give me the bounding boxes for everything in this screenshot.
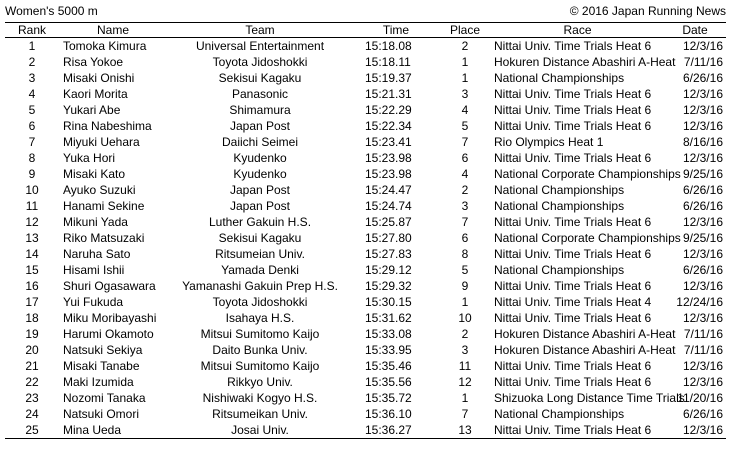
place-cell: 13 — [439, 422, 491, 439]
place-cell: 7 — [461, 407, 469, 421]
team-cell: Toyota Jidoshokki — [212, 55, 308, 69]
rank-cell: 1 — [28, 39, 36, 53]
team-cell: Toyota Jidoshokki — [212, 295, 308, 309]
time-cell: 15:19.37 — [365, 71, 412, 85]
rank-cell: 13 — [25, 231, 39, 245]
athlete-name-cell: Ayuko Suzuki — [63, 183, 136, 197]
team-cell: Panasonic — [231, 87, 289, 101]
place-cell: 12 — [458, 375, 472, 389]
time-cell: 15:22.29 — [365, 103, 412, 117]
rank-cell: 7 — [28, 135, 36, 149]
race-cell: Nittai Univ. Time Trials Heat 6 — [494, 151, 652, 165]
rank-cell: 2 — [28, 55, 36, 69]
team-cell: Japan Post — [229, 199, 291, 213]
date-cell: 12/3/16 — [682, 87, 723, 101]
place-cell: 3 — [461, 87, 469, 101]
team-cell: Japan Post — [229, 183, 291, 197]
race-cell: Nittai Univ. Time Trials Heat 6 — [494, 247, 652, 261]
time-cell: 15:18.08 — [365, 39, 412, 53]
table-row — [5, 182, 726, 198]
team-cell: Mitsui Sumitomo Kaijo — [200, 327, 320, 341]
date-cell: 12/3/16 — [682, 215, 723, 229]
date-cell: 7/11/16 — [683, 55, 723, 69]
race-cell: National Championships — [494, 407, 625, 421]
time-cell: 15:35.72 — [365, 391, 412, 405]
team-cell: Sekisui Kagaku — [218, 71, 302, 85]
team-cell: Josai Univ. — [167, 422, 353, 439]
place-cell: 1 — [461, 55, 469, 69]
place-cell: 11 — [458, 359, 472, 373]
table-row — [5, 390, 726, 406]
place-cell: 6 — [461, 231, 469, 245]
time-cell: 15:24.47 — [365, 183, 412, 197]
rank-cell: 23 — [25, 391, 39, 405]
race-cell: Nittai Univ. Time Trials Heat 6 — [494, 215, 652, 229]
time-cell: 15:33.08 — [365, 327, 412, 341]
rank-cell: 8 — [28, 151, 36, 165]
athlete-name-cell: Risa Yokoe — [63, 55, 124, 69]
date-cell: 12/3/16 — [682, 375, 723, 389]
team-cell: Ritsumeian Univ. — [215, 247, 305, 261]
table-row — [5, 294, 726, 310]
athlete-name-cell: Harumi Okamoto — [63, 327, 154, 341]
race-cell: National Championships — [494, 183, 625, 197]
date-cell: 12/3/16 — [682, 311, 723, 325]
table-row — [5, 342, 726, 358]
team-cell: Ritsumeikan Univ. — [212, 407, 308, 421]
race-cell: National Championships — [494, 71, 625, 85]
race-cell: Nittai Univ. Time Trials Heat 4 — [494, 295, 652, 309]
table-row — [5, 406, 726, 422]
team-cell: Yamada Denki — [221, 263, 299, 277]
table-row — [5, 198, 726, 214]
athlete-name-cell: Miyuki Uehara — [63, 135, 140, 149]
table-row — [5, 70, 726, 86]
place-cell: 1 — [461, 295, 469, 309]
table-row — [5, 246, 726, 262]
rank-cell: 4 — [28, 87, 36, 101]
time-cell: 15:29.12 — [365, 263, 412, 277]
rank-cell: 14 — [25, 247, 39, 261]
date-cell: 12/3/16 — [682, 359, 723, 373]
column-header-team: Team — [167, 23, 353, 38]
athlete-name-cell: Tomoka Kimura — [63, 39, 147, 53]
time-cell: 15:29.32 — [365, 279, 412, 293]
date-cell: 12/24/16 — [676, 295, 723, 309]
copyright-credit: © 2016 Japan Running News — [569, 4, 726, 18]
table-row — [5, 214, 726, 230]
place-cell: 3 — [461, 199, 469, 213]
rank-cell: 25 — [5, 422, 59, 439]
rank-cell: 3 — [28, 71, 36, 85]
athlete-name-cell: Nozomi Tanaka — [63, 391, 146, 405]
date-cell: 6/26/16 — [682, 407, 723, 421]
table-row — [5, 86, 726, 102]
team-cell: Sekisui Kagaku — [218, 231, 302, 245]
date-cell: 7/11/16 — [683, 343, 723, 357]
race-cell: Hokuren Distance Abashiri A-Heat — [494, 55, 676, 69]
race-cell: Nittai Univ. Time Trials Heat 6 — [494, 375, 652, 389]
place-cell: 1 — [461, 71, 469, 85]
place-cell: 4 — [461, 167, 469, 181]
place-cell: 5 — [461, 119, 469, 133]
athlete-name-cell: Hanami Sekine — [63, 199, 145, 213]
team-cell: Yamanashi Gakuin Prep H.S. — [182, 279, 338, 293]
athlete-name-cell: Yukari Abe — [63, 103, 121, 117]
place-cell: 8 — [461, 247, 469, 261]
team-cell: Rikkyo Univ. — [227, 375, 293, 389]
race-cell: Nittai Univ. Time Trials Heat 6 — [494, 39, 652, 53]
place-cell: 1 — [461, 391, 469, 405]
date-cell: 9/25/16 — [682, 231, 723, 245]
race-cell: Nittai Univ. Time Trials Heat 6 — [491, 422, 664, 439]
rank-cell: 15 — [25, 263, 39, 277]
time-cell: 15:27.80 — [365, 231, 412, 245]
time-cell: 15:23.98 — [365, 151, 412, 165]
table-row — [5, 374, 726, 390]
time-cell: 15:27.83 — [365, 247, 412, 261]
table-row — [5, 262, 726, 278]
place-cell: 2 — [461, 39, 469, 53]
place-cell: 5 — [461, 263, 469, 277]
table-row — [5, 310, 726, 326]
athlete-name-cell: Misaki Onishi — [63, 71, 135, 85]
column-header-time: Time — [353, 23, 439, 38]
athlete-name-cell: Misaki Kato — [63, 167, 126, 181]
place-cell: 6 — [461, 151, 469, 165]
page-title: Women's 5000 m — [5, 4, 98, 18]
athlete-name-cell: Miku Moribayashi — [63, 311, 157, 325]
athlete-name-cell: Natsuki Sekiya — [63, 343, 143, 357]
date-cell: 6/26/16 — [682, 71, 723, 85]
team-cell: Daito Bunka Univ. — [212, 343, 308, 357]
race-cell: Nittai Univ. Time Trials Heat 6 — [494, 119, 652, 133]
time-cell: 15:25.87 — [365, 215, 412, 229]
date-cell: 7/11/16 — [683, 327, 723, 341]
date-cell: 12/3/16 — [682, 279, 723, 293]
race-cell: Nittai Univ. Time Trials Heat 6 — [494, 87, 652, 101]
team-cell: Japan Post — [229, 119, 291, 133]
time-cell: 15:18.11 — [365, 55, 411, 69]
race-cell: National Championships — [494, 263, 625, 277]
rank-cell: 5 — [28, 103, 36, 117]
athlete-name-cell: Rina Nabeshima — [63, 119, 152, 133]
time-cell: 15:36.27 — [353, 422, 439, 439]
time-cell: 15:21.31 — [365, 87, 412, 101]
team-cell: Shimamura — [229, 103, 291, 117]
date-cell: 6/26/16 — [682, 183, 723, 197]
table-row — [5, 118, 726, 134]
athlete-name-cell: Yuka Hori — [63, 151, 116, 165]
rank-cell: 6 — [28, 119, 36, 133]
date-cell: 8/16/16 — [682, 135, 723, 149]
team-cell: Isahaya H.S. — [225, 311, 295, 325]
race-cell: National Corporate Championships — [494, 231, 681, 245]
date-cell: 12/3/16 — [682, 151, 723, 165]
time-cell: 15:33.95 — [365, 343, 412, 357]
table-header-row — [5, 23, 726, 38]
rank-cell: 22 — [25, 375, 39, 389]
athlete-name-cell: Mikuni Yada — [63, 215, 128, 229]
rankings-table — [5, 22, 726, 439]
rank-cell: 17 — [25, 295, 39, 309]
time-cell: 15:23.98 — [365, 167, 412, 181]
column-header-place: Place — [439, 23, 491, 38]
table-row — [5, 166, 726, 182]
place-cell: 7 — [461, 215, 469, 229]
table-row — [5, 54, 726, 70]
date-cell: 6/26/16 — [682, 263, 723, 277]
race-cell: Nittai Univ. Time Trials Heat 6 — [494, 359, 652, 373]
race-cell: Rio Olympics Heat 1 — [494, 135, 604, 149]
rank-cell: 19 — [25, 327, 39, 341]
table-row — [5, 358, 726, 374]
date-cell: 12/3/16 — [682, 119, 723, 133]
time-cell: 15:36.10 — [365, 407, 412, 421]
column-header-date: Date — [664, 23, 726, 38]
date-cell: 12/3/16 — [682, 39, 723, 53]
athlete-name-cell: Shuri Ogasawara — [63, 279, 156, 293]
place-cell: 7 — [461, 135, 469, 149]
athlete-name-cell: Mina Ueda — [59, 422, 167, 439]
place-cell: 3 — [461, 343, 469, 357]
team-cell: Kyudenko — [233, 151, 287, 165]
rank-cell: 20 — [25, 343, 39, 357]
table-body — [5, 38, 726, 439]
table-row — [5, 326, 726, 342]
race-cell: Nittai Univ. Time Trials Heat 6 — [494, 279, 652, 293]
date-cell: 9/25/16 — [682, 167, 723, 181]
table-row — [5, 134, 726, 150]
table-row — [5, 278, 726, 294]
athlete-name-cell: Natsuki Omori — [63, 407, 140, 421]
place-cell: 4 — [461, 103, 469, 117]
date-cell: 12/3/16 — [682, 103, 723, 117]
time-cell: 15:35.56 — [365, 375, 412, 389]
rank-cell: 11 — [25, 199, 39, 213]
time-cell: 15:31.62 — [365, 311, 412, 325]
time-cell: 15:22.34 — [365, 119, 412, 133]
time-cell: 15:30.15 — [365, 295, 412, 309]
race-cell: Hokuren Distance Abashiri A-Heat — [494, 327, 676, 341]
rank-cell: 24 — [25, 407, 39, 421]
team-cell: Kyudenko — [233, 167, 287, 181]
table-row — [5, 102, 726, 118]
race-cell: Nittai Univ. Time Trials Heat 6 — [494, 311, 652, 325]
race-cell: Shizuoka Long Distance Time Trials — [494, 391, 685, 405]
place-cell: 2 — [461, 183, 469, 197]
athlete-name-cell: Hisami Ishii — [63, 263, 125, 277]
athlete-name-cell: Yui Fukuda — [63, 295, 124, 309]
team-cell: Mitsui Sumitomo Kaijo — [200, 359, 320, 373]
athlete-name-cell: Naruha Sato — [63, 247, 131, 261]
table-row — [5, 422, 726, 439]
table-row — [5, 230, 726, 246]
rank-cell: 21 — [25, 359, 39, 373]
athlete-name-cell: Riko Matsuzaki — [63, 231, 145, 245]
place-cell: 2 — [461, 327, 469, 341]
race-cell: National Corporate Championships — [494, 167, 681, 181]
athlete-name-cell: Maki Izumida — [63, 375, 134, 389]
column-header-rank: Rank — [5, 23, 59, 38]
athlete-name-cell: Misaki Tanabe — [63, 359, 140, 373]
column-header-name: Name — [59, 23, 167, 38]
place-cell: 9 — [461, 279, 469, 293]
race-cell: Hokuren Distance Abashiri A-Heat — [494, 343, 676, 357]
team-cell: Daiichi Seimei — [221, 135, 299, 149]
column-header-race: Race — [491, 23, 664, 38]
time-cell: 15:24.74 — [365, 199, 412, 213]
time-cell: 15:23.41 — [365, 135, 412, 149]
date-cell: 11/20/16 — [677, 391, 723, 405]
rank-cell: 16 — [25, 279, 39, 293]
team-cell: Nishiwaki Kogyo H.S. — [202, 391, 318, 405]
athlete-name-cell: Kaori Morita — [63, 87, 128, 101]
table-row — [5, 38, 726, 55]
date-cell: 12/3/16 — [664, 422, 726, 439]
rank-cell: 9 — [28, 167, 36, 181]
race-cell: Nittai Univ. Time Trials Heat 6 — [494, 103, 652, 117]
team-cell: Luther Gakuin H.S. — [208, 215, 312, 229]
table-row — [5, 150, 726, 166]
place-cell: 10 — [458, 311, 472, 325]
rank-cell: 12 — [25, 215, 39, 229]
rank-cell: 18 — [25, 311, 39, 325]
date-cell: 6/26/16 — [682, 199, 723, 213]
team-cell: Universal Entertainment — [195, 39, 325, 53]
date-cell: 12/3/16 — [682, 247, 723, 261]
rank-cell: 10 — [25, 183, 39, 197]
race-cell: National Championships — [494, 199, 625, 213]
time-cell: 15:35.46 — [365, 359, 412, 373]
